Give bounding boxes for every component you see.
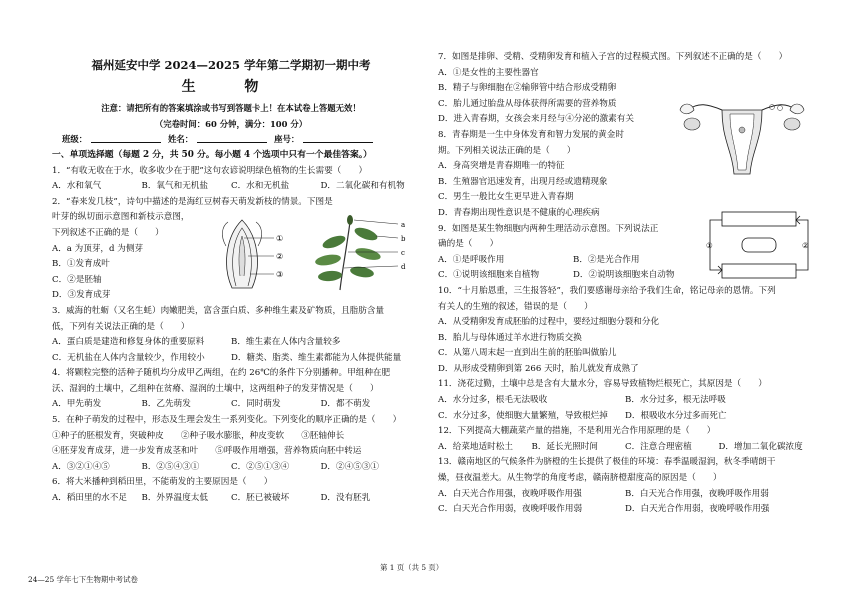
question-5: 5．在种子萌发的过程中，形态及生理会发生一系列变化。下列变化的顺序正确的是（ ） bbox=[52, 415, 402, 426]
question-2-cont: 叶芽的纵切面示意图和新枝示意图， bbox=[52, 212, 190, 223]
q11-options-row1 bbox=[438, 393, 812, 409]
cell-process-diagram bbox=[704, 210, 814, 280]
option: B．①发育成叶 bbox=[52, 259, 110, 270]
question-10-cont: 有关人的生殖的叙述，错误的是（ ） bbox=[438, 301, 593, 312]
option: A．a 为顶芽，d 为侧芽 bbox=[52, 243, 144, 254]
option: B．外界温度太低 bbox=[141, 493, 208, 504]
option: C．①说明该细胞来自植物 bbox=[438, 270, 540, 281]
cell-arrow-2-label: ② bbox=[802, 241, 809, 250]
class-label: 班级： bbox=[62, 134, 88, 145]
q11-options-row2 bbox=[438, 409, 812, 425]
option: A．①是女性的主要性器官 bbox=[438, 67, 539, 78]
option: C．水分过多，使细胞大量繁殖，导致根烂掉 bbox=[438, 410, 608, 421]
option: D．二氧化碳和有机物 bbox=[320, 181, 405, 192]
student-info bbox=[52, 132, 410, 148]
q6-options bbox=[52, 491, 410, 507]
option: B．精子与卵细胞在②输卵管中结合形成受精卵 bbox=[438, 83, 617, 94]
question-8: 8．青春期是一生中身体发育和智力发展的黄金时 bbox=[438, 129, 624, 140]
question-10: 10．“十月胎恩重，三生报答轻”，我们要感谢母亲给予我们生命，铭记母亲的恩情。下列 bbox=[438, 285, 776, 296]
question-8-cont: 期。下列相关说法正确的是（ ） bbox=[438, 145, 576, 156]
question-12: 12．下列提高大棚蔬菜产量的措施，不是利用光合作用原理的是（ ） bbox=[438, 426, 716, 437]
bud-section-figure bbox=[212, 216, 304, 290]
question-5-cont: ①种子的胚根发育，突破种皮 ②种子吸水膨胀，种皮变软 ③胚轴伸长 bbox=[52, 430, 345, 441]
option: C．胚已被破坏 bbox=[231, 493, 290, 504]
question-3: 3．威海的牡蛎（又名生蚝）肉嫩肥美，富含蛋白质、多种维生素及矿物质，且脂肪含量 bbox=[52, 305, 385, 316]
option: C．无机盐在人体内含量较少，作用较小 bbox=[52, 352, 205, 363]
question-9-cont: 确的是（ ） bbox=[438, 239, 499, 250]
exam-footer: 24—25 学年七下生物期中考试卷 bbox=[28, 575, 138, 584]
option: C．从第八周末起一直到出生前的胚胎叫做胎儿 bbox=[438, 348, 617, 359]
question-2-cont: 下列叙述不正确的是（ ） bbox=[52, 227, 164, 238]
option: C．白天光合作用弱，夜晚呼吸作用弱 bbox=[438, 504, 583, 515]
seat-blank bbox=[303, 134, 373, 143]
option: C．胎儿通过胎盘从母体获得所需要的营养物质 bbox=[438, 98, 617, 109]
time-score: （完卷时间：60 分钟，满分：100 分） bbox=[154, 118, 308, 129]
seat-label: 座号： bbox=[274, 134, 300, 145]
branch-label-b: b bbox=[401, 235, 406, 243]
option: A．水分过多，根毛无法吸收 bbox=[438, 395, 548, 406]
option: D．糖类、脂类、维生素都能为人体提供能量 bbox=[231, 352, 402, 363]
question-4: 4．将颗粒完整的活种子随机均分成甲乙两组，在约 26℃的条件下分别播种。甲组种在肥 bbox=[52, 368, 391, 379]
subject-heading: 生 物 bbox=[181, 78, 281, 95]
q13-options-row2 bbox=[438, 502, 812, 518]
option: D．没有胚乳 bbox=[320, 493, 371, 504]
q3-options-row1 bbox=[52, 335, 410, 351]
option: B．②是光合作用 bbox=[573, 254, 640, 265]
exam-title: 福州延安中学 2024—2025 学年第二学期初一期中考 bbox=[91, 58, 371, 72]
option: B．白天光合作用强，夜晚呼吸作用弱 bbox=[625, 488, 769, 499]
option: D．青春期出现性意识是不健康的心理疾病 bbox=[438, 207, 600, 218]
option: B．胎儿与母体通过羊水进行物质交换 bbox=[438, 332, 582, 343]
section-title: 一、单项选择题（每题 2 分，共 50 分。每小题 4 个选项中只有一个最佳答案。） bbox=[52, 149, 372, 160]
question-11: 11．浇花过勤，土壤中总是含有大量水分，容易导致植物烂根死亡，其原因是（ ） bbox=[438, 379, 767, 390]
bud-label-3: ③ bbox=[276, 270, 284, 279]
q12-options bbox=[438, 440, 812, 456]
option: D．②说明该细胞来自动物 bbox=[573, 270, 675, 281]
class-blank bbox=[91, 134, 161, 143]
option: B．延长光照时间 bbox=[531, 441, 598, 452]
option: B．氧气和无机盐 bbox=[141, 181, 208, 192]
option: A．③②①④⑤ bbox=[52, 461, 110, 472]
option: D．白天光合作用弱，夜晚呼吸作用强 bbox=[625, 504, 770, 515]
question-9: 9．如图是某生物细胞内两种生理活动示意图。下列说法正 bbox=[438, 223, 659, 234]
q1-options bbox=[52, 179, 410, 195]
female-reproductive-figure bbox=[672, 80, 812, 176]
question-3-cont: 低，下列有关说法正确的是（ ） bbox=[52, 321, 190, 332]
option: A．稻田里的水不足 bbox=[52, 493, 127, 504]
option: C．水和无机盐 bbox=[231, 181, 290, 192]
option: B．维生素在人体内含量较多 bbox=[231, 337, 341, 348]
bud-label-1: ① bbox=[276, 234, 284, 243]
q5-options bbox=[52, 460, 410, 476]
q13-options-row1 bbox=[438, 487, 812, 503]
option: A．白天光合作用强，夜晚呼吸作用强 bbox=[438, 488, 582, 499]
question-5-cont: ④胚芽发育成芽，进一步发育成茎和叶 ⑤呼吸作用增强，营养物质向胚中转运 bbox=[52, 446, 362, 457]
option: A．甲先萌发 bbox=[52, 399, 102, 410]
notice: 注意：请把所有的答案填涂或书写到答题卡上！在本试卷上答题无效！ bbox=[101, 103, 361, 114]
option: C．注意合理密植 bbox=[625, 441, 692, 452]
question-13: 13．赣南地区的气候条件为脐橙的生长提供了极佳的环境：春季温暖湿润，秋冬季晴朗干 bbox=[438, 457, 776, 468]
option: D．都不萌发 bbox=[320, 399, 371, 410]
option: D．根吸收水分过多而死亡 bbox=[625, 410, 727, 421]
option: C．②⑤①③④ bbox=[231, 461, 290, 472]
new-branch-figure bbox=[300, 212, 410, 292]
question-7: 7．如图是排卵、受精、受精卵发育和植入子宫的过程模式图。下列叙述不正确的是（ ） bbox=[438, 52, 788, 62]
page-number: 第 1 页（共 5 页） bbox=[380, 563, 444, 572]
name-label: 姓名： bbox=[168, 134, 194, 145]
option: D．③发育成芽 bbox=[52, 290, 111, 301]
option: C．②是胚轴 bbox=[52, 274, 102, 285]
q9-options-row2 bbox=[438, 268, 708, 284]
option: D．增加二氧化碳浓度 bbox=[718, 441, 803, 452]
option: A．从受精卵发育成胚胎的过程中，要经过细胞分裂和分化 bbox=[438, 317, 660, 328]
option: B．生殖器官迅速发育，出现月经或遗精现象 bbox=[438, 176, 608, 187]
option: A．身高突增是青春期唯一的特征 bbox=[438, 161, 565, 172]
bud-label-2: ② bbox=[276, 252, 284, 261]
cell-arrow-1-label: ① bbox=[706, 241, 713, 250]
question-13-cont: 燥，昼夜温差大。从生物学的角度考虑，赣南脐橙甜度高的原因是（ ） bbox=[438, 473, 722, 484]
option: C．男生一般比女生更早进入青春期 bbox=[438, 192, 574, 203]
branch-label-a: a bbox=[401, 221, 406, 229]
option: A．给菜地适时松土 bbox=[438, 441, 513, 452]
option: A．蛋白质是建造和修复身体的重要原料 bbox=[52, 337, 205, 348]
q3-options-row2 bbox=[52, 351, 410, 367]
question-6: 6．将大米播种到稻田里，不能萌发的主要原因是（ ） bbox=[52, 477, 273, 488]
option: D．从形成受精卵到第 266 天时，胎儿就发育成熟了 bbox=[438, 363, 639, 374]
question-1: 1．“有收无收在于水，收多收少在于肥”这句农谚说明绿色植物的生长需要（ ） bbox=[52, 165, 368, 176]
question-4-cont: 沃、湿润的土壤中，乙组种在贫瘠、湿润的土壤中，这两组种子的发芽情况是（ ） bbox=[52, 383, 379, 394]
option: B．②⑤④③① bbox=[141, 461, 200, 472]
branch-label-d: d bbox=[401, 263, 406, 271]
option: B．水分过多，根无法呼吸 bbox=[625, 395, 726, 406]
q9-options-row1 bbox=[438, 253, 708, 269]
option: A．水和氧气 bbox=[52, 181, 102, 192]
question-2: 2．“春来发几枝”，诗句中描述的是海红豆树春天萌发新枝的情景。下图是 bbox=[52, 196, 333, 207]
q4-options bbox=[52, 397, 410, 413]
name-blank bbox=[197, 134, 267, 143]
option: C．同时萌发 bbox=[231, 399, 281, 410]
option: A．①是呼吸作用 bbox=[438, 254, 505, 265]
option: D．②④⑤③① bbox=[320, 461, 379, 472]
branch-label-c: c bbox=[401, 249, 405, 257]
option: B．乙先萌发 bbox=[141, 399, 191, 410]
option: D．进入青春期，女孩会来月经与④分泌的激素有关 bbox=[438, 114, 634, 125]
